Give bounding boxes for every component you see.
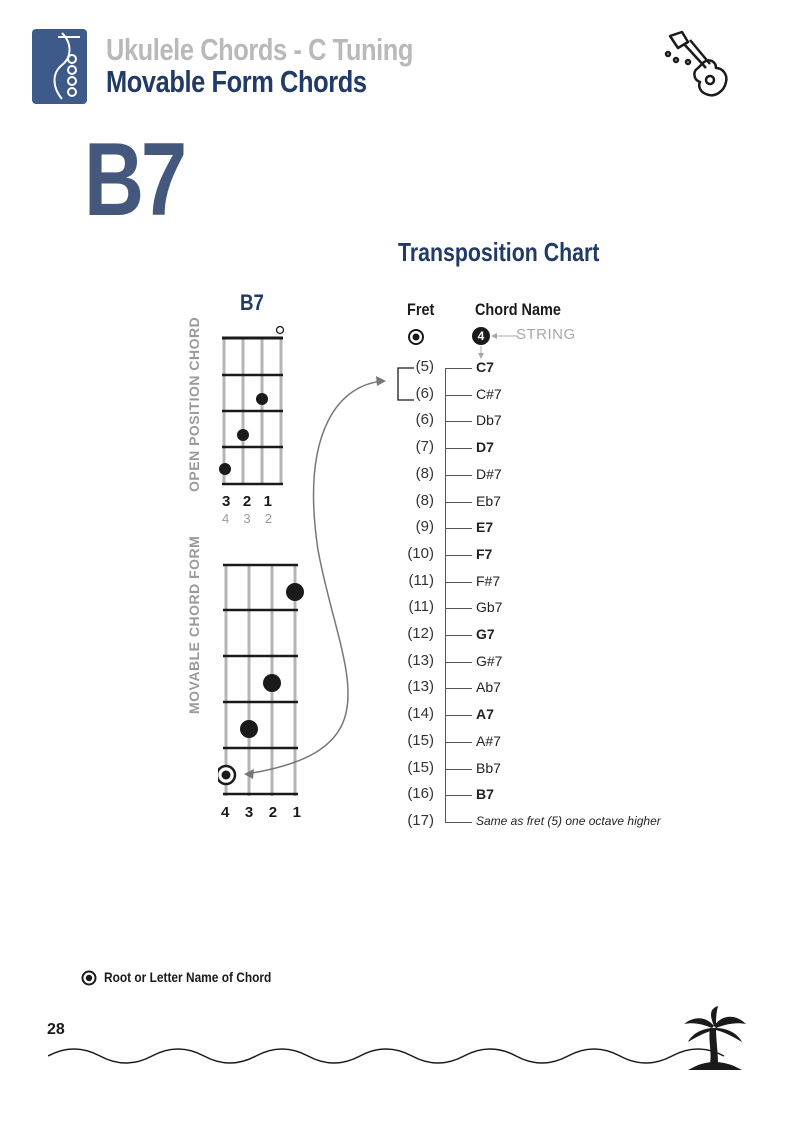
row-connector [445, 368, 472, 369]
chord-value: E7 [476, 519, 494, 536]
fret-value: (15) [407, 731, 434, 749]
fret-value: (16) [407, 785, 434, 803]
row-connector [445, 608, 472, 609]
row-connector [445, 528, 472, 529]
fret-value: (13) [407, 651, 434, 669]
row-connector [445, 421, 472, 422]
open-string-marker [277, 327, 284, 334]
chord-value: F7 [476, 545, 493, 562]
fret-heading: Fret [407, 300, 435, 319]
fret-value: (11) [408, 571, 434, 589]
string-number: 4 [222, 511, 230, 526]
transposition-row [370, 492, 670, 512]
chord-name-heading: Chord Name [475, 300, 561, 319]
book-logo [32, 29, 87, 104]
transposition-row [370, 625, 670, 645]
palm-tree-icon [682, 1006, 748, 1070]
row-connector [445, 555, 472, 556]
chord-title: B7 [84, 122, 184, 238]
legend-text: Root or Letter Name of Chord [104, 969, 272, 985]
row-connector [445, 795, 472, 796]
header-subtitle: Ukulele Chords - C Tuning [106, 32, 414, 67]
row-connector [445, 582, 472, 583]
chart-spine [445, 368, 446, 822]
chord-value: D#7 [476, 465, 502, 482]
chord-value: C#7 [476, 385, 502, 402]
transposition-row [370, 385, 670, 405]
header-title: Movable Form Chords [106, 64, 367, 99]
chord-value: F#7 [476, 572, 501, 589]
row-connector [445, 662, 472, 663]
chord-value: Ab7 [476, 679, 501, 696]
transposition-row [370, 732, 670, 752]
transposition-row [370, 358, 670, 378]
chord-value: Gb7 [476, 599, 503, 616]
tuning-pegs-icon [32, 29, 87, 104]
transposition-row [370, 705, 670, 725]
root-marker-icon [407, 328, 425, 346]
string-number: 2 [264, 511, 272, 526]
fret-value: (9) [415, 518, 434, 536]
row-connector [445, 475, 472, 476]
chord-value: Bb7 [476, 759, 501, 776]
octave-note: Same as fret (5) one octave higher [476, 813, 661, 828]
row-connector [445, 715, 472, 716]
fret-value: (15) [407, 758, 434, 776]
fret-value: (13) [407, 678, 434, 696]
root-marker-icon [81, 970, 97, 986]
transposition-row [370, 438, 670, 458]
string-number: 3 [243, 511, 251, 526]
chord-value: A#7 [476, 732, 501, 749]
fret-value: (8) [415, 464, 434, 482]
finger-number: 1 [263, 493, 272, 510]
fret-value: (11) [408, 598, 434, 616]
ukulele-icon [662, 28, 742, 104]
fret-value: (17) [407, 811, 434, 829]
wave-divider [48, 1040, 748, 1070]
transposition-row [370, 759, 670, 779]
row-connector [445, 635, 472, 636]
string-number: 1 [292, 804, 301, 821]
transposition-table [370, 358, 670, 838]
chord-value: Eb7 [476, 492, 501, 509]
transposition-row [370, 545, 670, 565]
transposition-row [370, 572, 670, 592]
open-chord-name: B7 [240, 290, 264, 315]
page-number: 28 [47, 1021, 65, 1038]
movable-string-numbers [221, 804, 301, 821]
chord-value: Db7 [476, 412, 502, 429]
fret-value: (10) [407, 544, 434, 562]
row-connector [445, 822, 472, 823]
transposition-row [370, 518, 670, 538]
chord-value: D7 [476, 439, 494, 456]
transposition-row [370, 678, 670, 698]
string-number: 3 [244, 804, 254, 821]
transposition-row [370, 785, 670, 805]
fret-value: (8) [415, 491, 434, 509]
row-connector [445, 502, 472, 503]
string-pointer-arrow [476, 330, 520, 360]
string-number: 4 [221, 804, 230, 821]
string-number: 2 [268, 804, 278, 821]
open-position-label: OPEN POSITION CHORD [186, 316, 202, 492]
chord-value: G#7 [476, 652, 503, 669]
row-connector [445, 769, 472, 770]
chord-value: B7 [476, 786, 494, 803]
finger-number: 3 [222, 493, 231, 510]
row-connector [445, 742, 472, 743]
transposition-title: Transposition Chart [398, 237, 600, 267]
fret-value: (5) [415, 358, 434, 375]
row-connector [445, 395, 472, 396]
transposition-row [370, 812, 670, 832]
movable-form-label: MOVABLE CHORD FORM [186, 535, 202, 714]
transposition-row [370, 411, 670, 431]
fret-value: (12) [407, 625, 434, 642]
string-number-text: 4 [477, 329, 485, 343]
chord-value: C7 [476, 359, 494, 375]
fret-value: (6) [415, 384, 434, 402]
transposition-row [370, 652, 670, 672]
chord-value: G7 [476, 626, 495, 642]
transposition-row [370, 598, 670, 618]
row-connector [445, 448, 472, 449]
finger-number: 2 [242, 493, 252, 510]
string-label: STRING [516, 326, 576, 343]
fret-value: (14) [407, 705, 434, 723]
row-connector [445, 688, 472, 689]
fret-value: (7) [415, 438, 434, 456]
fret-value: (6) [415, 411, 434, 429]
transposition-row [370, 465, 670, 485]
chord-value: A7 [476, 706, 494, 723]
